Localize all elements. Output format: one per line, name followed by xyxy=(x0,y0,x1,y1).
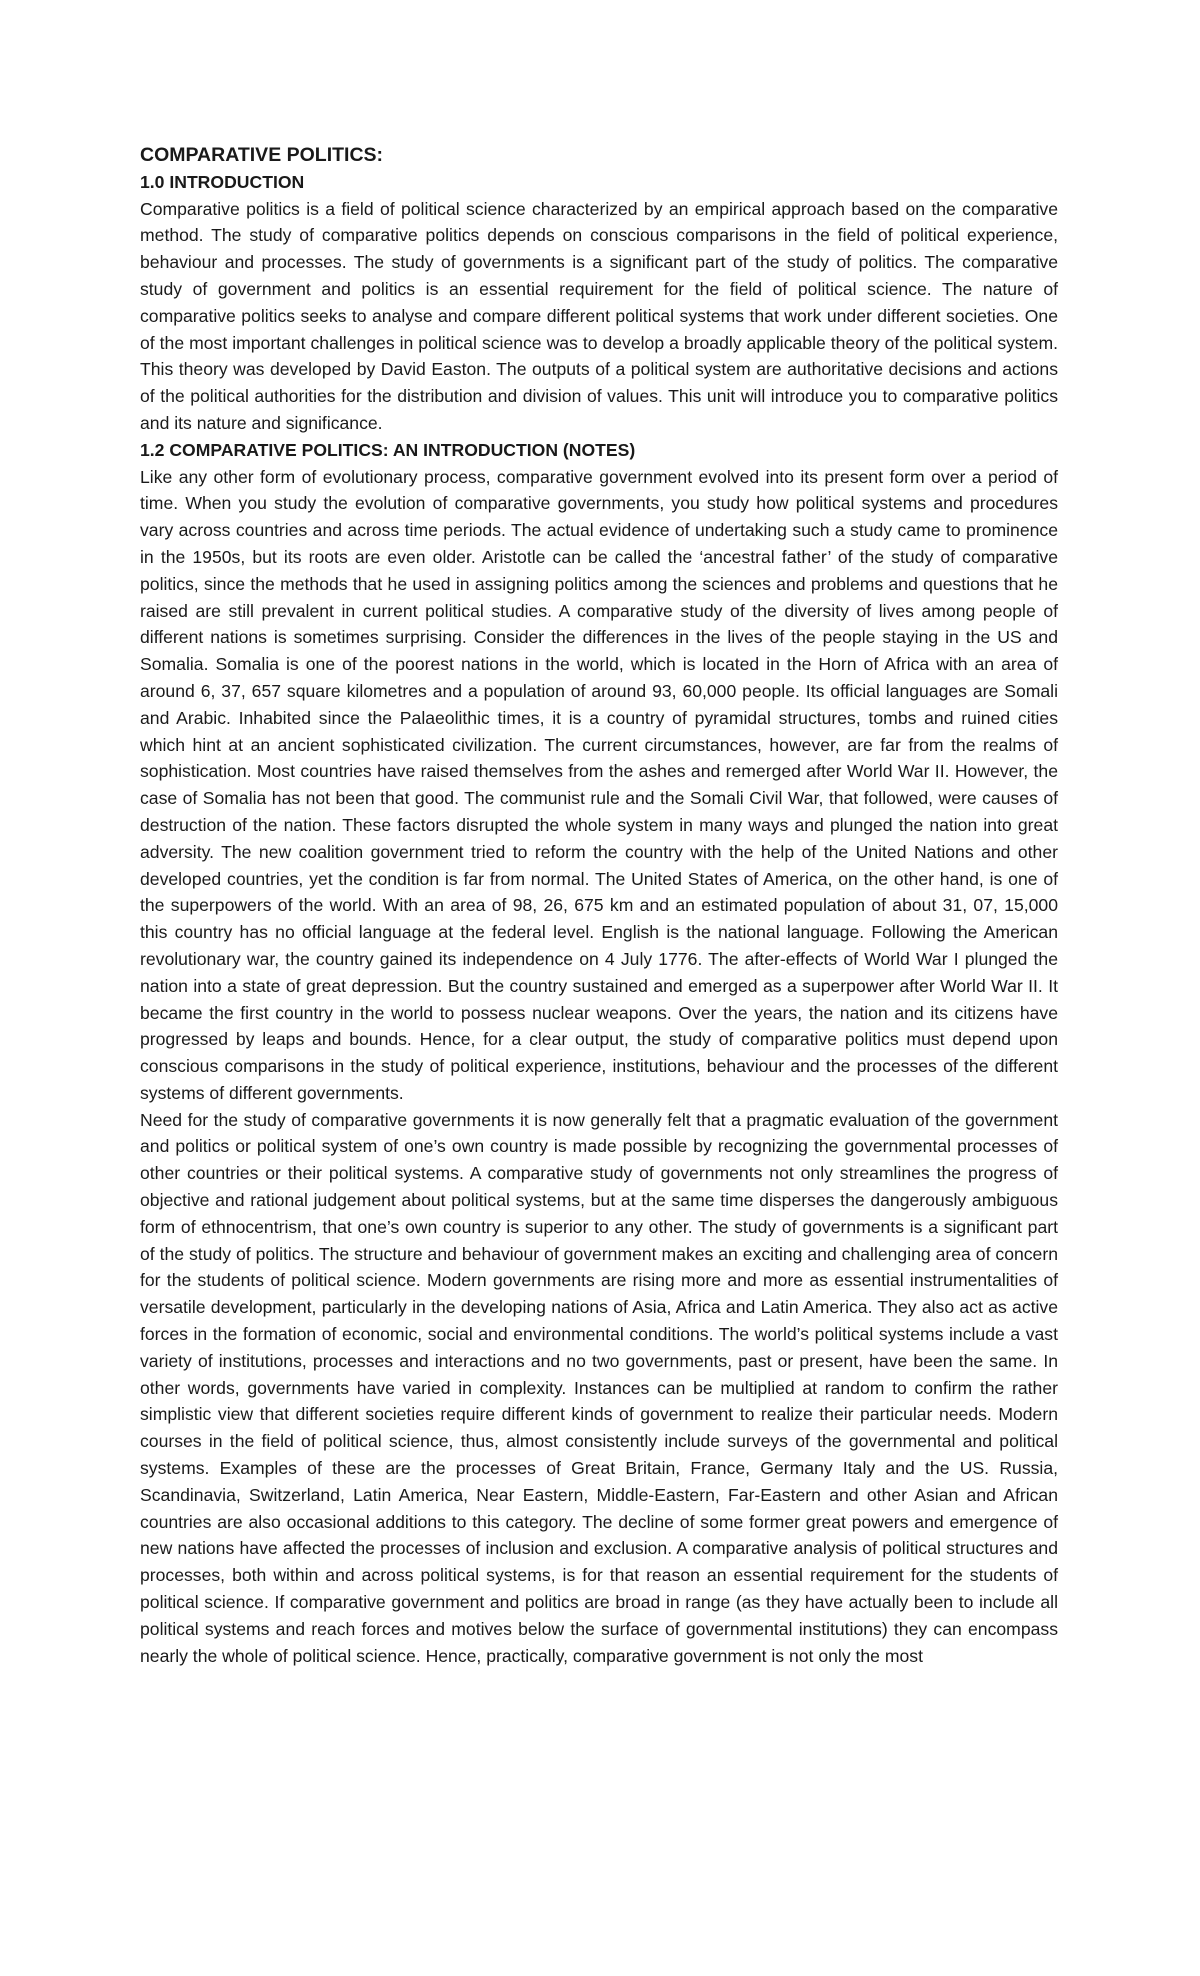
document-body xyxy=(140,142,1058,1669)
section-heading-comparative-politics-introduction: 1.2 COMPARATIVE POLITICS: AN INTRODUCTION (NOTES) xyxy=(140,439,636,460)
paragraph-introduction: Comparative politics is a field of political science characterized by an empirical approach based on the comparative method. The study of comparative politics depends on conscious comparisons in the field of political experience, behaviour and processes. The study of governments is a significant part of the study of politics. The comparative study of government and politics is an essential requirement for the field of political science. The nature of comparative politics seeks to analyse and compare different political systems that work under different societies. One of the most important challenges in political science was to develop a broadly applicable theory of the political system. This theory was developed by David Easton. The outputs of a political system are authoritative decisions and actions of the political authorities for the distribution and division of values. This unit will introduce you to comparative politics and its nature and significance. xyxy=(140,198,1058,433)
paragraph-evolution: Like any other form of evolutionary process, comparative government evolved into its present form over a period of time. When you study the evolution of comparative governments, you study how political systems and procedures vary across countries and across time periods. The actual evidence of undertaking such a study came to prominence in the 1950s, but its roots are even older. Aristotle can be called the ‘ancestral father’ of the study of comparative politics, since the methods that he used in assigning politics among the sciences and problems and questions that he raised are still prevalent in current political studies. A comparative study of the diversity of lives among people of different nations is sometimes surprising. Consider the differences in the lives of the people staying in the US and Somalia. Somalia is one of the poorest nations in the world, which is located in the Horn of Africa with an area of around 6, 37, 657 square kilometres and a population of around 93, 60,000 people. Its official languages are Somali and Arabic. Inhabited since the Palaeolithic times, it is a country of pyramidal structures, tombs and ruined cities which hint at an ancient sophisticated civilization. The current circumstances, however, are far from the realms of sophistication. Most countries have raised themselves from the ashes and remerged after World War II. However, the case of Somalia has not been that good. The communist rule and the Somali Civil War, that followed, were causes of destruction of the nation. These factors disrupted the whole system in many ways and plunged the nation into great adversity. The new coalition government tried to reform the country with the help of the United Nations and other developed countries, yet the condition is far from normal. The United States of America, on the other hand, is one of the superpowers of the world. With an area of 98, 26, 675 km and an estimated population of about 31, 07, 15,000 this country has no official language at the federal level. English is the national language. Following the American revolutionary war, the country gained its independence on 4 July 1776. The after-effects of World War I plunged the nation into a state of great depression. But the country sustained and emerged as a superpower after World War II. It became the first country in the world to possess nuclear weapons. Over the years, the nation and its citizens have progressed by leaps and bounds. Hence, for a clear output, the study of comparative politics must depend upon conscious comparisons in the study of political experience, institutions, behaviour and the processes of the different systems of different governments. xyxy=(140,466,1058,1103)
section-heading-introduction: 1.0 INTRODUCTION xyxy=(140,171,305,192)
paragraph-need-for-study: Need for the study of comparative governments it is now generally felt that a pragmatic evaluation of the government and politics or political system of one’s own country is made possible by recognizing the governmental processes of other countries or their political systems. A comparative study of governments not only streamlines the progress of objective and rational judgement about political systems, but at the same time disperses the dangerously ambiguous form of ethnocentrism, that one’s own country is superior to any other. The study of governments is a significant part of the study of politics. The structure and behaviour of government makes an exciting and challenging area of concern for the students of political science. Modern governments are rising more and more as essential instrumentalities of versatile development, particularly in the developing nations of Asia, Africa and Latin America. They also act as active forces in the formation of economic, social and environmental conditions. The world’s political systems include a vast variety of institutions, processes and interactions and no two governments, past or present, have been the same. In other words, governments have varied in complexity. Instances can be multiplied at random to confirm the rather simplistic view that different societies require different kinds of government to realize their particular needs. Modern courses in the field of political science, thus, almost consistently include surveys of the governmental and political systems. Examples of these are the processes of Great Britain, France, Germany Italy and the US. Russia, Scandinavia, Switzerland, Latin America, Near Eastern, Middle-Eastern, Far-Eastern and other Asian and African countries are also occasional additions to this category. The decline of some former great powers and emergence of new nations have affected the processes of inclusion and exclusion. A comparative analysis of political structures and processes, both within and across political systems, is for that reason an essential requirement for the students of political science. If comparative government and politics are broad in range (as they have actually been to include all political systems and reach forces and motives below the surface of governmental institutions) they can encompass nearly the whole of political science. Hence, practically, comparative government is not only the most xyxy=(140,1109,1058,1666)
document-title: COMPARATIVE POLITICS: xyxy=(140,144,384,166)
